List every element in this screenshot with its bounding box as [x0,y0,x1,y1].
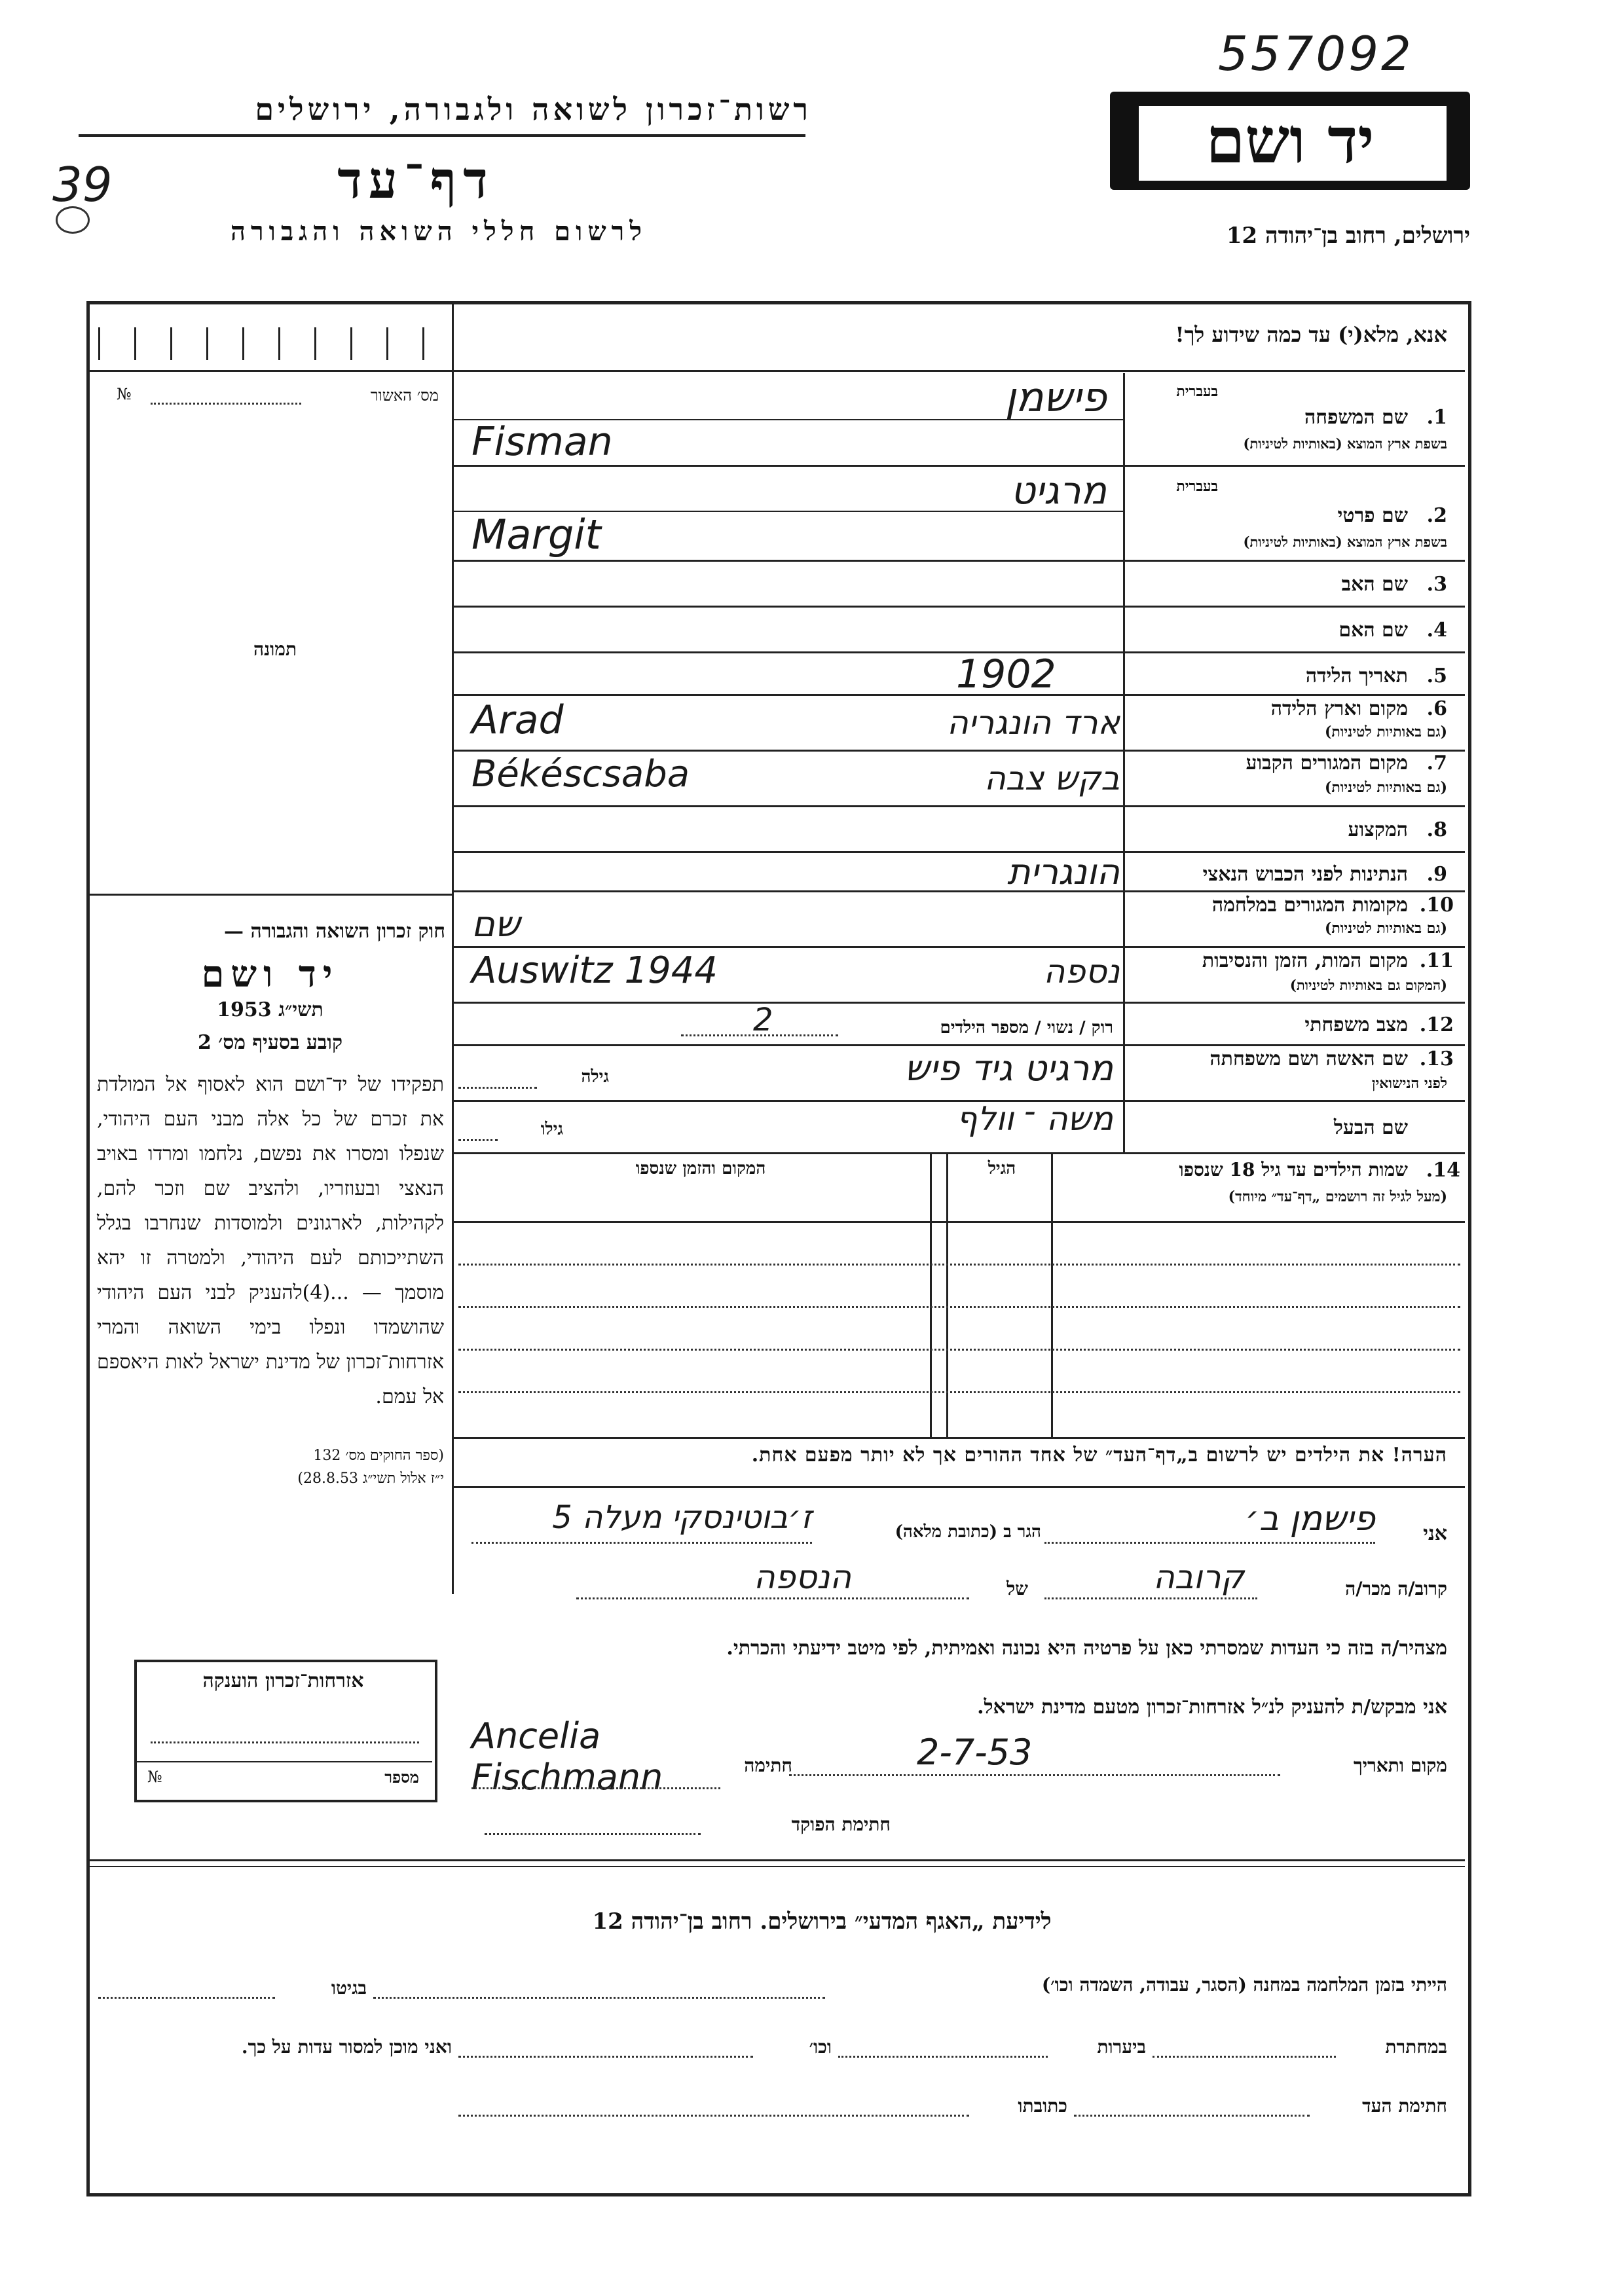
left-panel-divider [452,304,454,1594]
declaration-statement: מצהיר/ה בזה כי העדות שמסרתי כאן על פרטיה היא נכונה ואמיתית, לפי מיטב ידיעתי והכרתי. [726,1637,1447,1660]
husband-age-label: גילו [540,1120,563,1139]
field-11-label: מקום המות, הזמן והנסיבות [1202,949,1408,972]
field-12-options: רוק / נשוי / מספר הילדים [940,1018,1113,1038]
children-label: שמות הילדים עד גיל 18 שנספו [1179,1159,1408,1180]
field-7-label: מקום המגורים הקבוע [1246,752,1408,774]
field-13-age-line [458,1087,537,1089]
citizenship-number-sign: № [147,1768,162,1786]
bottom-section-line-2 [90,1866,1465,1867]
citizenship-line-1 [151,1741,419,1743]
declaration-i-label: אני [1423,1522,1447,1545]
permit-line [151,403,301,405]
place-date-label: מקום ותאריך [1353,1755,1447,1776]
bottom-heading: לידיעת „האגף המדעי״ בירושלים. רחוב בן־יהודה 12 [592,1908,1052,1935]
children-row-4 [458,1391,1460,1393]
law-reference-2: י״ז אלול תשי״ג 28.8.53) [297,1470,444,1487]
photo-label: תמונה [253,638,297,660]
husband-label: שם הבעל [1333,1116,1408,1139]
field-12-number: 12. [1419,1013,1454,1036]
field-5-label: תאריך הלידה [1305,665,1408,687]
field-6-value-latin: Arad [471,697,564,743]
handwritten-mark-o [56,206,90,234]
yad-vashem-logo [1110,92,1470,190]
row-3-line [454,606,1465,608]
signature-value: Ancelia Fischmann [471,1715,663,1798]
bottom-etc-line [458,2056,753,2058]
field-1-hebrew-tag: בעברית [1176,383,1218,400]
note-line [454,1486,1465,1488]
field-7-value-latin: Békéscsaba [471,753,690,795]
bottom-ready: ואני מוכן למסור עדות על כך. [241,2036,452,2058]
field-13-label: שם האשה ושם משפחתה [1209,1048,1408,1070]
field-10-value: שם [471,903,521,945]
field-10-label: מקומות המגורים במלחמה [1211,894,1408,917]
field-7-number: 7. [1426,752,1447,774]
children-col-divider-1 [930,1152,932,1437]
field-13-number: 13. [1419,1048,1454,1070]
field-10-sublabel: (גם באותיות לטיניות) [1324,920,1447,937]
intro-text: אנא, מלא(י) עד כמה שידוע לך! [1175,322,1447,347]
bottom-underground-line [1153,2056,1336,2058]
bottom-forests-line [838,2056,1048,2058]
field-3-number: 3. [1426,573,1447,596]
children-col-divider-3 [1051,1152,1053,1437]
children-col-age: הגיל [987,1159,1016,1178]
husband-value: משה ־ וולף [956,1100,1113,1138]
field-11-value-latin: Auswitz 1944 [471,949,718,992]
field-6-number: 6. [1426,697,1447,720]
photo-bottom-line [90,894,452,896]
intro-divider [90,370,1465,372]
handwritten-mark: 39 [52,157,113,212]
field-2-label: שם פרטי [1337,504,1408,527]
permit-label: מס׳ האשור [370,386,439,405]
row-9-line [454,890,1465,892]
children-col-divider-2 [946,1152,948,1437]
declaration-request: אני מבקש/ת להעניק לנ״ל אזרחות־זכרון מטעם מדינת ישראל. [977,1696,1447,1719]
bottom-address-line [458,2115,969,2117]
field-1-value-latin: Fisman [471,419,613,465]
field-2-number: 2. [1426,504,1447,527]
bottom-forests: ביערות [1097,2036,1146,2058]
officer-signature-line [485,1833,701,1835]
field-3-label: שם האב [1341,573,1408,596]
bottom-address: כתובתו [1018,2095,1067,2117]
field-2-sublabel: בשפת ארץ המוצא (באותיות לטיניות) [1243,534,1447,550]
field-11-number: 11. [1419,949,1454,972]
field-12-children-value: 2 [753,1002,773,1038]
field-13-age-label: גילה [581,1067,609,1087]
archive-number: 557092 [1218,26,1414,81]
children-number: 14. [1426,1159,1460,1182]
row-11-line [454,1002,1465,1004]
field-8-number: 8. [1426,818,1447,841]
field-1-label: שם המשפחה [1304,406,1408,429]
bottom-camp-line [373,1997,825,1999]
form-title: דף־עד [337,151,494,210]
field-13-value: מרגיט גיד פיש [904,1048,1113,1089]
bottom-ghetto: בגיטו [331,1977,367,1999]
bottom-ghetto-line [98,1997,275,1999]
officer-signature-label: חתימת הפוקד [791,1813,891,1835]
field-11-value-hebrew: נספה [1043,953,1120,991]
field-1-number: 1. [1426,406,1447,429]
citizenship-inner-line [137,1761,432,1762]
row-12-line [454,1044,1465,1046]
declaration-lives-value: ז׳בוטינסקי מעלה 5 [552,1499,812,1536]
tick-boxes [98,327,449,360]
field-8-label: המקצוע [1348,818,1408,841]
bottom-underground: במחתרת [1385,2036,1447,2058]
bottom-camp-text: הייתי בזמן המלחמה במחנה (הסגר, עבודה, השמדה וכו׳) [1041,1974,1447,1995]
field-6-value-hebrew: ארד הונגריה [947,704,1120,742]
field-4-label: שם האם [1338,619,1408,642]
label-column-divider [1123,373,1125,1152]
row-2-line [454,560,1465,562]
children-row-3 [458,1349,1460,1351]
declaration-of-line [576,1597,969,1599]
field-12-label: מצב משפחתי [1304,1013,1408,1036]
declaration-of-value: הנספה [753,1558,851,1596]
field-5-number: 5. [1426,665,1447,687]
row-1-line [454,465,1465,467]
declaration-of-label: של [1006,1578,1028,1599]
field-7-value-hebrew: בקש צבה [984,759,1120,797]
authority-underline [79,134,805,137]
logo-text: יד ושם [1206,103,1375,177]
children-sublabel: (מעל לגיל זה רושמים „דף־עד״ מיוחד) [1228,1188,1447,1205]
law-clause: קובע בסעיף מס׳ 2 [197,1031,343,1054]
law-year: תשי״ג 1953 [217,998,323,1021]
children-bottom-line [454,1437,1465,1439]
signature-label: חתימה [744,1755,792,1776]
field-1-value-hebrew: פישמן [1005,373,1107,421]
declaration-relation-line [1044,1597,1257,1599]
declaration-lives-label: הגר ב (כתובת מלאה) [895,1522,1041,1542]
field-13-sublabel: לפני הנישואין [1371,1075,1447,1092]
children-col-place: המקום והזמן שנספו [635,1159,766,1178]
field-4-number: 4. [1426,619,1447,642]
field-11-sublabel: (המקום גם באותיות לטיניות) [1289,977,1447,993]
field-6-label: מקום וארץ הלידה [1270,697,1408,720]
citizenship-number-label: מספר [384,1768,419,1787]
field-10-number: 10. [1419,894,1454,917]
field-9-value: הונגרית [1007,851,1120,892]
place-date-line [789,1774,1280,1776]
law-reference-1: (ספר החוקים מס׳ 132 [313,1448,444,1464]
field-9-label: הנתינות לפני הכבוש הנאצי [1202,863,1408,886]
field-1-sublabel: בשפת ארץ המוצא (באותיות לטיניות) [1243,435,1447,452]
law-name: יד ושם [201,953,339,996]
bottom-witness-line [1074,2115,1310,2117]
bottom-etc: וכו׳ [809,2036,832,2058]
field-2-hebrew-tag: בעברית [1176,478,1218,495]
declaration-relation-label: קרוב/ה מכר/ה [1345,1578,1447,1599]
law-title: חוק זכרון השואה והגבורה — [224,920,445,943]
permit-number-sign: № [117,385,132,403]
row-5-line [454,694,1465,696]
field-2-value-hebrew: מרגיט [1010,468,1107,513]
law-text: תפקידו של יד־ושם הוא לאסוף אל המולדת את זכרם של כל אלה מבני העם היהודי, שנפלו ומסרו את נפשם, נלחמו ומרדו באויב הנאצי ובעוזריו, ולהציב שם וזכר להם, לקהילות, לארגונים ולמוסדות שנחרבו בגלל השתייכותם לעם היהודי, ולמטרה זו יהא מוסמך — ...(4)להעניק לבני העם היהודי שהושמדו ונפלו בימי השואה והמרי אזרחות־זכרון של מדינת ישראל לאות היאספם אל עמם. [97,1073,445,1408]
declaration-lives-line [471,1542,812,1544]
children-head-line [454,1221,1465,1223]
husband-line [454,1152,1465,1154]
field-2-value-latin: Margit [471,511,601,558]
field-7-sublabel: (גם באותיות לטיניות) [1324,779,1447,796]
field-6-sublabel: (גם באותיות לטיניות) [1324,723,1447,740]
declaration-i-value: פישמן ב׳ [1245,1499,1375,1539]
place-date-value: 2-7-53 [917,1732,1033,1773]
form-subtitle: לרשום חללי השואה והגבורה [230,216,648,247]
field-5-value: 1902 [956,651,1056,697]
children-row-1 [458,1264,1460,1266]
declaration-relation-value: קרובה [1153,1558,1244,1596]
bottom-section-line [90,1859,1465,1861]
bottom-witness-signature: חתימת העד [1362,2095,1447,2117]
note-text: הערה! את הילדים יש לרשום ב„דף־העד״ של אחד ההורים אך לא יותר מפעם אחת. [751,1444,1447,1467]
row-10-line [454,946,1465,948]
row-7-line [454,805,1465,807]
field-9-number: 9. [1426,863,1447,886]
signature-line [471,1787,720,1789]
children-row-2 [458,1306,1460,1308]
authority-name: רשות־זכרון לשואה ולגבורה, ירושלים [255,92,812,127]
citizenship-title: אזרחות־זכרון הוענקה [202,1669,364,1692]
header-address: ירושלים, רחוב בן־יהודה 12 [1226,223,1470,249]
husband-age-line [458,1139,498,1141]
declaration-i-line [1044,1542,1375,1544]
